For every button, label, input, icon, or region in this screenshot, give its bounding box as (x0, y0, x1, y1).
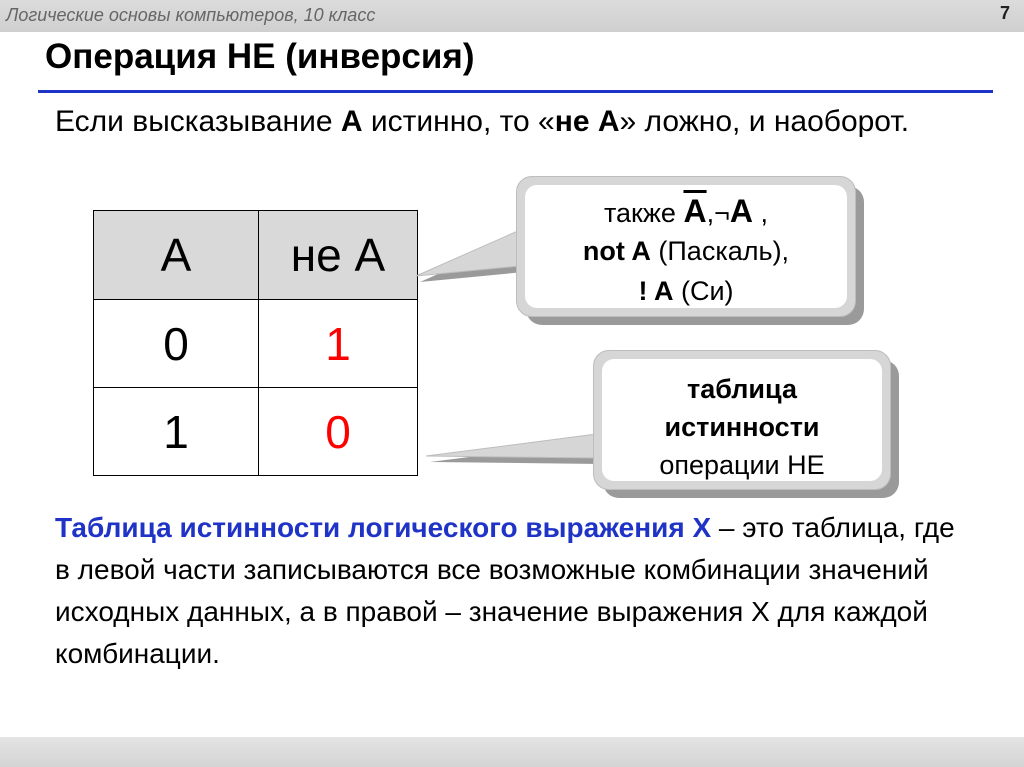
slide-title: Операция НЕ (инверсия) (45, 37, 475, 76)
definition-text (55, 507, 955, 675)
table-cell-result: 0 (259, 388, 418, 476)
also-line2 (525, 233, 847, 269)
definition-body: – это таблица, где в левой части записываются все возможные комбинации значений исходных данных, а в правой – значение выражения X для каждой комбинации. (55, 512, 955, 669)
callout-also-body (525, 185, 847, 308)
callout-table-line1: таблица (687, 374, 797, 404)
also-line3 (525, 273, 847, 309)
callout-also (516, 176, 856, 317)
intro-var-a: А (340, 105, 363, 138)
symbol-separator: , (706, 198, 715, 228)
callout-table-body (602, 359, 882, 481)
footer-bar (0, 737, 1024, 767)
callout-table-pointer-face (426, 434, 597, 458)
header-cell-a: А (94, 211, 259, 300)
table-cell-result: 1 (259, 300, 418, 388)
also-line1 (525, 193, 847, 231)
intro-not-a: не А (554, 105, 620, 138)
intro-part2: истинно, то « (362, 105, 555, 138)
c-notation: ! A (638, 276, 674, 306)
pascal-label: (Паскаль), (650, 236, 790, 266)
not-symbol: ¬ (714, 198, 730, 228)
intro-part3: » ложно, и наоборот. (619, 105, 910, 138)
table-cell: 1 (94, 388, 259, 476)
table-cell: 0 (94, 300, 259, 388)
not-a-symbol: А (729, 193, 753, 229)
symbol-end: , (760, 198, 769, 228)
c-label: (Си) (673, 276, 734, 306)
intro-part1: Если высказывание (55, 105, 341, 138)
overline-a-symbol: А (683, 193, 707, 229)
callout-table-line2: истинности (664, 412, 820, 442)
callout-table-line3: операции НЕ (659, 450, 825, 480)
definition-term: Таблица истинности логического выражения X (55, 512, 712, 543)
page-number: 7 (999, 3, 1010, 23)
callout-table (593, 350, 891, 490)
pascal-notation: not A (582, 236, 651, 266)
header-cell-not-a: не А (259, 211, 418, 300)
also-word: также (603, 198, 676, 228)
course-title: Логические основы компьютеров, 10 класс (6, 5, 376, 25)
